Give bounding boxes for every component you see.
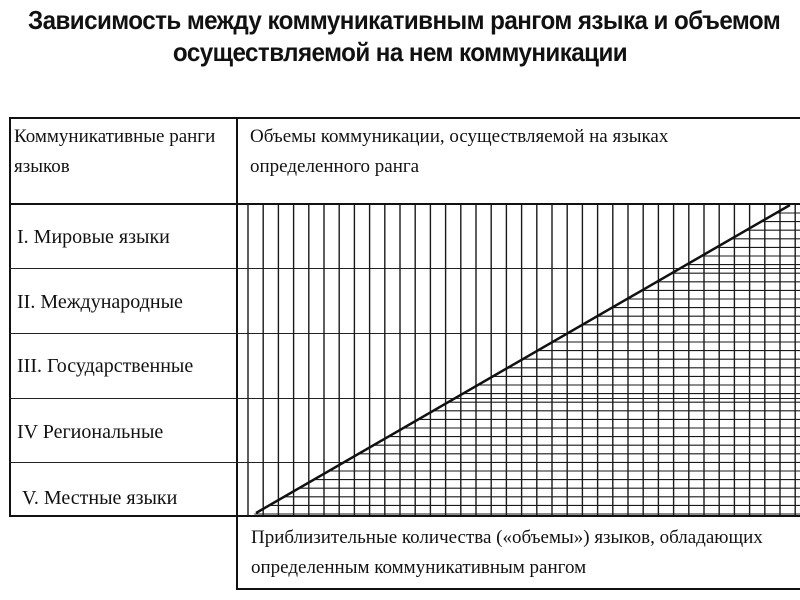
volume-column-header: Объемы коммуникации, осуществляемой на языках определенного ранга [250, 126, 669, 177]
title-line-1: Зависимость между коммуникативным рангом языка и объемом [28, 5, 781, 35]
ranks-column-header: Коммуникативные ранги языков [14, 126, 216, 177]
volume-diagram [238, 205, 800, 515]
rank-label-local: V. Местные языки [22, 487, 178, 509]
cross-hatching [254, 213, 800, 514]
footer-caption: Приблизительные количества («объемы») языков, обладающих определенным коммуникативным рангом [251, 527, 763, 578]
rank-label-international: II. Международные [17, 291, 183, 313]
rank-label-state: III. Государственные [17, 355, 194, 377]
rank-label-regional: IV Региональные [17, 421, 164, 443]
title-line-2: осуществляемой на нем коммуникации [172, 37, 628, 67]
diagram-title [28, 4, 781, 68]
rank-label-world: I. Мировые языки [17, 226, 170, 248]
